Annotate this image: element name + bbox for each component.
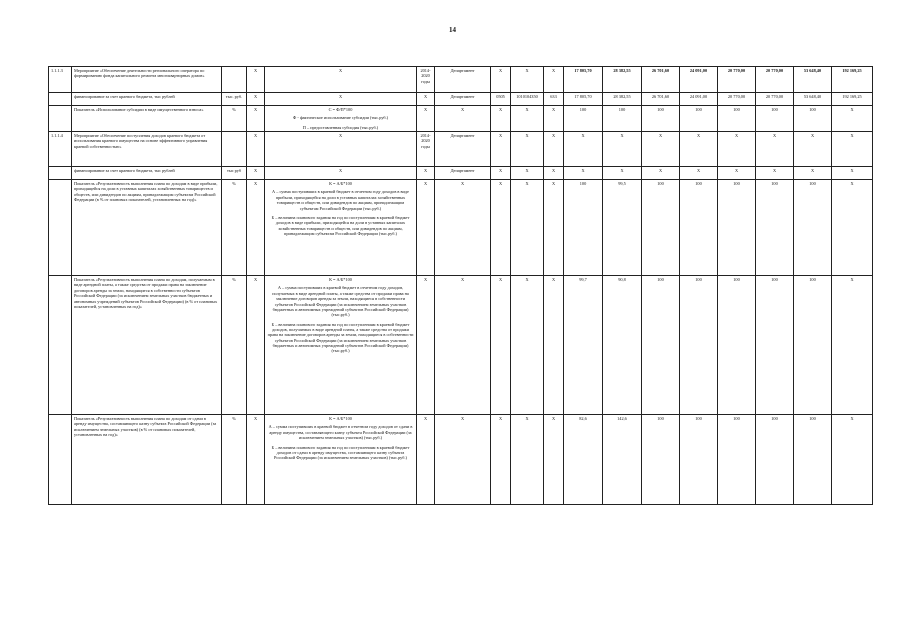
table-row — [49, 167, 873, 180]
value-cell: X — [794, 167, 832, 180]
value-cell: 100 — [756, 415, 794, 505]
formula-description: А – сумма поступивших в краевой бюджет в отчетном году доходов в виде прибыли, приходящейся на доли в уставных капиталах хозяйственных товариществ и обществ, или дивидендов по акциям, принадлежащим субъектам Российской Федерации (тыс.руб.) — [272, 189, 409, 211]
row-number-cell: 1.1.1.4 — [49, 132, 72, 167]
period-cell: 2014-2020 годы — [417, 67, 435, 93]
formula-cell — [265, 106, 417, 132]
formula-text: X — [338, 133, 343, 139]
value-cell: 192 169,25 — [832, 93, 873, 106]
unit-cell: % — [222, 415, 247, 505]
marker-cell: X — [247, 106, 265, 132]
unit-cell: % — [222, 106, 247, 132]
row-name-cell: финансирование за счет краевого бюджета, тыс рублей — [72, 93, 222, 106]
value-cell: 20 770,00 — [756, 67, 794, 93]
formula-text: X — [338, 168, 343, 174]
table-row — [49, 132, 873, 167]
value-cell: X — [680, 132, 718, 167]
code-cell-3: X — [544, 276, 564, 415]
period-cell: X — [417, 93, 435, 106]
value-cell: 100 — [642, 180, 680, 276]
formula-text: К = А/Б*100 — [329, 181, 352, 187]
value-cell: 100 — [718, 106, 756, 132]
marker-cell: X — [247, 276, 265, 415]
marker-cell: X — [247, 415, 265, 505]
value-cell: X — [603, 132, 642, 167]
formula-cell — [265, 132, 417, 167]
row-name-cell: Показатель «Использование субсидии в виде имущественного взноса» — [72, 106, 222, 132]
table-row — [49, 93, 873, 106]
value-cell: 99,5 — [603, 180, 642, 276]
row-name-cell: Мероприятие «Обеспечение поступления доходов краевого бюджета от использования краевого имущества на основе эффективного управления краевой собственностью» — [72, 132, 222, 167]
marker-cell: X — [247, 180, 265, 276]
code-cell-1: X — [491, 132, 511, 167]
value-cell: 100 — [794, 106, 832, 132]
value-cell: X — [564, 167, 603, 180]
value-cell: 100 — [564, 106, 603, 132]
period-cell: X — [417, 415, 435, 505]
formula-description: Б – величина планового задания на год по поступлениям в краевой бюджет доходов от сдачи в аренду имущества, составляющего казну субъекта Российской Федерации (за исключением земельных участков) (тыс.руб.) — [271, 444, 410, 461]
table-body — [49, 67, 873, 505]
executor-cell: X — [435, 415, 491, 505]
value-cell: X — [680, 167, 718, 180]
period-cell: X — [417, 276, 435, 415]
value-cell: X — [603, 167, 642, 180]
value-cell: 100 — [642, 276, 680, 415]
value-cell: X — [832, 276, 873, 415]
value-cell: 100 — [680, 106, 718, 132]
value-cell: X — [832, 167, 873, 180]
code-cell-1: X — [491, 415, 511, 505]
row-number-cell — [49, 276, 72, 415]
value-cell: 142,6 — [603, 415, 642, 505]
code-cell-2: X — [511, 180, 544, 276]
formula-cell — [265, 93, 417, 106]
row-number-cell: 1.1.1.3 — [49, 67, 72, 93]
row-number-cell — [49, 180, 72, 276]
formula-cell — [265, 67, 417, 93]
executor-cell: Департамент — [435, 167, 491, 180]
marker-cell: X — [247, 167, 265, 180]
value-cell: 192 169,25 — [832, 67, 873, 93]
code-cell-2: X — [511, 167, 544, 180]
code-cell-3: X — [544, 132, 564, 167]
value-cell: 20 770,00 — [718, 67, 756, 93]
row-number-cell — [49, 415, 72, 505]
row-name-cell: Показатель «Результативность выполнения плана по доходам в виде прибыли, приходящейся на доли в уставных капиталах хозяйственных товариществ и обществ, или дивидендов по акциям, принадлежащим субъектам Российской Федерации (в % от плановых показателей, установленных на год)» — [72, 180, 222, 276]
code-cell-2: X — [511, 132, 544, 167]
row-name-cell: финансирование за счет краевого бюджета, тыс рублей — [72, 167, 222, 180]
value-cell: X — [832, 132, 873, 167]
value-cell: 100 — [718, 415, 756, 505]
period-cell: X — [417, 106, 435, 132]
value-cell: 28 382,55 — [603, 67, 642, 93]
value-cell: 26 701,60 — [642, 67, 680, 93]
value-cell: X — [564, 132, 603, 167]
executor-cell: X — [435, 106, 491, 132]
value-cell: X — [642, 167, 680, 180]
formula-cell — [265, 180, 417, 276]
executor-cell: Департамент — [435, 132, 491, 167]
value-cell: 100 — [794, 180, 832, 276]
period-cell: X — [417, 180, 435, 276]
value-cell: 100 — [794, 415, 832, 505]
program-table — [48, 66, 873, 505]
code-cell-1: X — [491, 106, 511, 132]
code-cell-3: X — [544, 180, 564, 276]
code-cell-2: X — [511, 67, 544, 93]
executor-cell: Департамент — [435, 67, 491, 93]
formula-cell — [265, 415, 417, 505]
code-cell-2: 1010104350 — [511, 93, 544, 106]
executor-cell: X — [435, 276, 491, 415]
formula-text: К = А/Б*100 — [329, 277, 352, 283]
value-cell: 100 — [756, 180, 794, 276]
value-cell: 24 091,00 — [680, 93, 718, 106]
unit-cell — [222, 67, 247, 93]
value-cell: 20 770,00 — [718, 93, 756, 106]
value-cell: 90,8 — [603, 276, 642, 415]
period-cell: X — [417, 167, 435, 180]
code-cell-3: X — [544, 167, 564, 180]
code-cell-3: 633 — [544, 93, 564, 106]
value-cell: 100 — [794, 276, 832, 415]
unit-cell: % — [222, 276, 247, 415]
value-cell: 20 770,00 — [756, 93, 794, 106]
code-cell-1: 0505 — [491, 93, 511, 106]
formula-text: X — [338, 68, 343, 73]
value-cell: 100 — [756, 276, 794, 415]
formula-text: X — [338, 94, 343, 99]
value-cell: 100 — [718, 276, 756, 415]
table-row — [49, 276, 873, 415]
marker-cell: X — [247, 93, 265, 106]
page-number: 14 — [449, 26, 456, 34]
formula-description: Ф - фактическое использование субсидии (тыс.руб.) — [292, 115, 389, 121]
unit-cell — [222, 132, 247, 167]
formula-description: А – сумма поступивших в краевой бюджет в отчетном году доходов, получаемых в виде арендной платы, а также средства от продажи права на заключение договоров аренды за земли, находящиеся в собственности субъектов Российской Федерации (за исключением земельных участков бюджетных и автономных учреждений субъектов Российской Федерации) (тыс.руб.) — [272, 285, 409, 318]
value-cell: 100 — [564, 180, 603, 276]
value-cell: 17 805,70 — [564, 93, 603, 106]
unit-cell: тыс. руб. — [222, 93, 247, 106]
executor-cell: Департамент — [435, 93, 491, 106]
row-name-cell: Показатель «Результативность выполнения плана по доходам от сдачи в аренду имущества, составляющего казну субъекта Российской Федерации (за исключением земельных участков) (в % от плановых показателей, установленных на год)» — [72, 415, 222, 505]
value-cell: X — [832, 180, 873, 276]
row-number-cell — [49, 167, 72, 180]
value-cell: 82,6 — [564, 415, 603, 505]
value-cell: 24 091,00 — [680, 67, 718, 93]
row-number-cell — [49, 93, 72, 106]
code-cell-2: X — [511, 106, 544, 132]
value-cell: 26 701,60 — [642, 93, 680, 106]
formula-text: С = Ф/П*100 — [328, 107, 353, 112]
value-cell: 100 — [680, 415, 718, 505]
unit-cell: % — [222, 180, 247, 276]
code-cell-3: X — [544, 415, 564, 505]
period-cell: 2014-2020 годы — [417, 132, 435, 167]
value-cell: 99,7 — [564, 276, 603, 415]
marker-cell: X — [247, 132, 265, 167]
row-number-cell — [49, 106, 72, 132]
value-cell: 100 — [642, 415, 680, 505]
value-cell: X — [718, 132, 756, 167]
value-cell: 53 648,40 — [794, 93, 832, 106]
code-cell-2: X — [511, 276, 544, 415]
value-cell: 100 — [680, 276, 718, 415]
formula-description: Б – величина планового задания на год по поступлениям в краевой бюджет доходов, получаемых в виде арендной платы, а также средства от продажи права на заключение договоров аренды за земли, находящиеся в собственности субъектов Российской Федерации (за исключением земельных участков бюджетных и автономных учреждений субъектов Российской Федерации) (тыс.руб.) — [267, 321, 414, 354]
executor-cell: X — [435, 180, 491, 276]
formula-description: А – сумма поступивших в краевой бюджет в отчетном году доходов от сдачи в аренду имущества, составляющего казну субъекта Российской Федерации (за исключением земельных участков) (тыс.руб.) — [268, 424, 413, 441]
formula-description: Б – величина планового задания на год по поступлениям в краевой бюджет доходов в виде прибыли, приходящейся на доли в уставных капиталах хозяйственных товариществ и обществ, или дивидендов по акциям, принадлежащим субъектам Российской Федерации (тыс.руб.) — [271, 214, 410, 236]
value-cell: X — [794, 132, 832, 167]
value-cell: X — [718, 167, 756, 180]
value-cell: X — [756, 167, 794, 180]
unit-cell: тыс руб — [222, 167, 247, 180]
marker-cell: X — [247, 67, 265, 93]
code-cell-3: X — [544, 67, 564, 93]
code-cell-2: X — [511, 415, 544, 505]
row-name-cell: Мероприятие «Обеспечение деятельности регионального оператора по формированию фонда капитального ремонта многоквартирных домов» — [72, 67, 222, 93]
value-cell: 100 — [603, 106, 642, 132]
formula-cell — [265, 167, 417, 180]
row-name-cell: Показатель «Результативность выполнения плана по доходам, получаемым в виде арендной платы, а также средства от продажи права на заключение договоров аренды за земли, находящиеся в собственности субъектов Российской Федерации (за исключением земельных участков бюджетных и автономных учреждений субъектов Российской Федерации) (в % от плановых показателей, установленных на год)» — [72, 276, 222, 415]
table-row — [49, 415, 873, 505]
value-cell: X — [642, 132, 680, 167]
formula-description: П – предоставленная субсидия (тыс.руб.) — [302, 124, 379, 130]
value-cell: 28 382,55 — [603, 93, 642, 106]
value-cell: 17 805,70 — [564, 67, 603, 93]
table-row — [49, 106, 873, 132]
formula-cell — [265, 276, 417, 415]
value-cell: X — [756, 132, 794, 167]
value-cell: 53 648,40 — [794, 67, 832, 93]
table-row — [49, 67, 873, 93]
value-cell: X — [832, 106, 873, 132]
code-cell-1: X — [491, 167, 511, 180]
value-cell: 100 — [756, 106, 794, 132]
value-cell: X — [832, 415, 873, 505]
code-cell-1: X — [491, 180, 511, 276]
value-cell: 100 — [680, 180, 718, 276]
value-cell: 100 — [642, 106, 680, 132]
value-cell: 100 — [718, 180, 756, 276]
formula-text: К = А/Б*100 — [329, 416, 352, 422]
code-cell-1: X — [491, 67, 511, 93]
code-cell-1: X — [491, 276, 511, 415]
table-row — [49, 180, 873, 276]
code-cell-3: X — [544, 106, 564, 132]
